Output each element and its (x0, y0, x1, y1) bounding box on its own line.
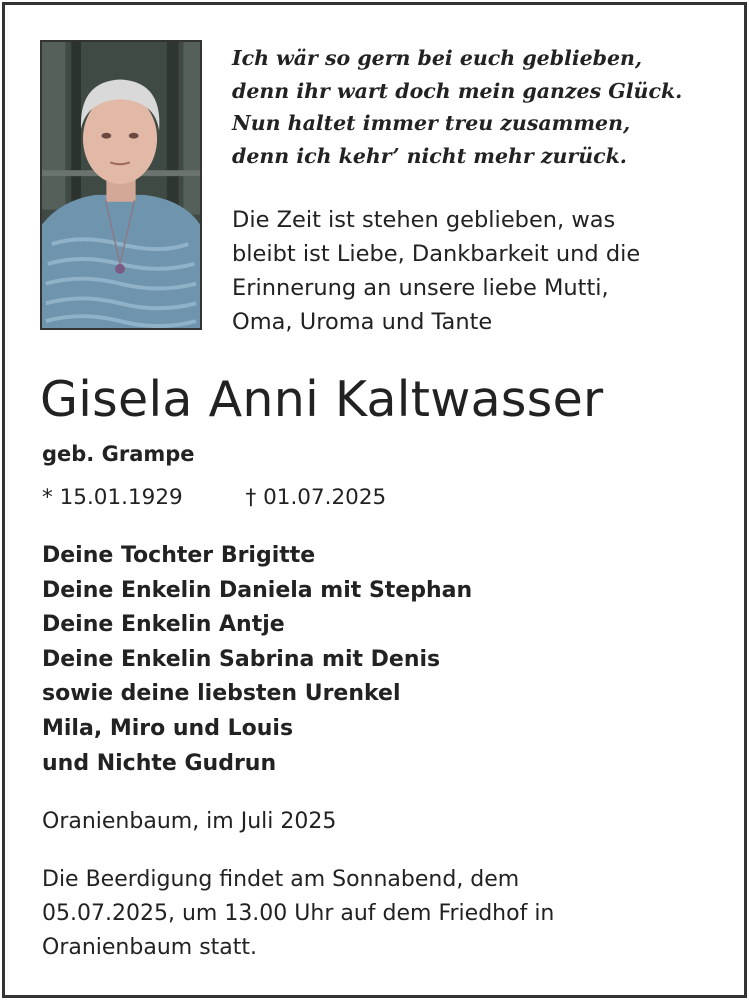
mourner-line: Mila, Miro und Louis (42, 715, 294, 741)
mourner-line: Deine Enkelin Daniela mit Stephan (42, 577, 473, 603)
intro-line: bleibt ist Liebe, Dankbarkeit und die (232, 241, 641, 267)
mourner-line: und Nichte Gudrun (42, 750, 277, 776)
deceased-name: Gisela Anni Kaltwasser (40, 371, 604, 428)
mourner-line: Deine Tochter Brigitte (42, 543, 316, 568)
intro-line: Oma, Uroma und Tante (232, 309, 493, 335)
intro-line: Die Zeit ist stehen geblieben, was (232, 207, 616, 233)
mourner-line: sowie deine liebsten Urenkel (42, 681, 401, 707)
life-dates (42, 481, 386, 515)
mourner-line: Deine Enkelin Sabrina mit Denis (42, 646, 441, 672)
portrait-image (42, 42, 200, 328)
poem-line: Ich wär so gern bei euch geblieben, (232, 46, 643, 70)
funeral-notice (42, 863, 732, 965)
poem-line: denn ich kehr’ nicht mehr zurück. (232, 143, 627, 168)
poem-line: Nun haltet immer treu zusammen, (232, 111, 631, 135)
birth-date: * 15.01.1929 (42, 485, 183, 510)
place-date: Oranienbaum, im Juli 2025 (42, 809, 337, 834)
portrait-photo (40, 40, 202, 330)
intro-line: Erinnerung an unsere liebe Mutti, (232, 275, 609, 301)
mourner-line: Deine Enkelin Antje (42, 612, 285, 638)
funeral-line: Die Beerdigung findet am Sonnabend, dem (42, 867, 520, 892)
poem-verse (232, 42, 722, 172)
death-date: † 01.07.2025 (245, 485, 387, 510)
funeral-line: 05.07.2025, um 13.00 Uhr auf dem Friedhof in (42, 901, 555, 926)
funeral-line: Oranienbaum statt. (42, 935, 258, 960)
maiden-name: geb. Grampe (42, 442, 195, 466)
mourners-list (42, 539, 732, 781)
poem-line: denn ihr wart doch mein ganzes Glück. (232, 78, 683, 103)
intro-text (232, 203, 722, 339)
